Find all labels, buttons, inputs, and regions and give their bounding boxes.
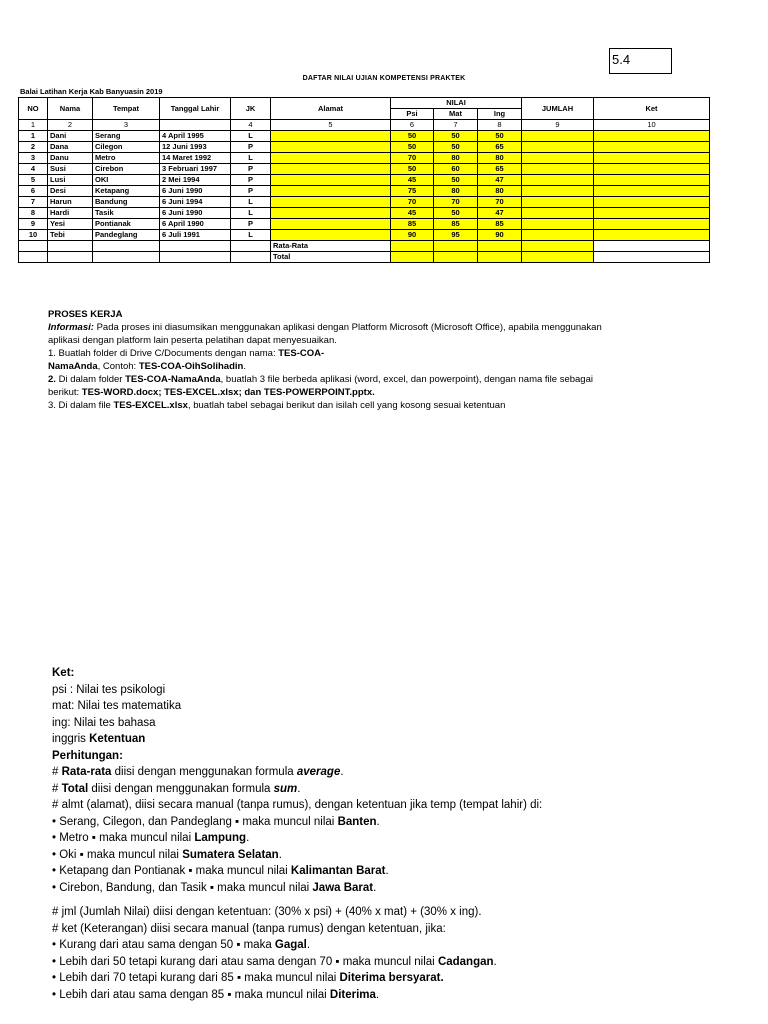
header-nilai: NILAI [391,98,522,109]
empty-cell [19,252,48,263]
cell-nama: Tebi [48,230,93,241]
colnum-cell: 8 [478,120,522,131]
header-psi: Psi [391,109,434,120]
step1-folder: TES-COA- [278,348,325,359]
header-no: NO [19,98,48,120]
proses-heading: PROSES KERJA [48,309,123,320]
colnum-cell: 10 [594,120,710,131]
header-tempat: Tempat [93,98,160,120]
almt-bullet-3: • Oki ▪ maka muncul nilai [52,848,183,861]
table-row [19,219,710,230]
cell-jumlah [522,230,594,241]
step1-folder-name: NamaAnda [48,361,98,372]
empty-cell [160,241,231,252]
empty-cell [231,241,271,252]
summary-psi [391,252,434,263]
cell-ket [594,197,710,208]
step2-berikut: berikut: [48,387,82,398]
cell-alamat [271,186,391,197]
step2-text: Di dalam folder [55,374,126,385]
cell-tanggal-lahir: 6 Juli 1991 [160,230,231,241]
cell-jk: L [231,197,271,208]
colnum-cell: 9 [522,120,594,131]
cell-jk: P [231,175,271,186]
cell-no: 2 [19,142,48,153]
table-body [19,120,710,263]
table-row [19,208,710,219]
cell-ing: 65 [478,142,522,153]
step3-file: TES-EXCEL.xlsx [113,400,188,411]
cell-jk: P [231,219,271,230]
ket-bullet-1: • Kurang dari atau sama dengan 50 ▪ maka [52,939,275,951]
table-row [19,186,710,197]
cell-alamat [271,208,391,219]
cell-tempat: Serang [93,131,160,142]
ket-inggris: inggris [52,733,90,745]
summary-label: Total [271,252,391,263]
cell-jumlah [522,208,594,219]
table-row [19,230,710,241]
cell-tempat: Cilegon [93,142,160,153]
header-jumlah: JUMLAH [522,98,594,120]
total-hash: # [52,782,62,795]
almt-bullet-1: • Serang, Cilegon, dan Pandeglang ▪ maka muncul nilai [52,815,338,828]
cell-ing: 47 [478,175,522,186]
cell-mat: 50 [434,175,478,186]
cell-no: 5 [19,175,48,186]
cell-no: 3 [19,153,48,164]
cell-jk: P [231,142,271,153]
cell-jumlah [522,219,594,230]
empty-cell [231,252,271,263]
colnum-cell: 3 [93,120,160,131]
colnum-cell: 6 [391,120,434,131]
rata-rata-row [19,241,710,252]
almt-value-5: Jawa Barat [312,881,374,894]
informasi-text-2: aplikasi dengan platform lain peserta pelatihan dapat menyesuaikan. [48,335,337,346]
cell-ket [594,219,710,230]
empty-cell [48,241,93,252]
empty-cell [48,252,93,263]
cell-ket [594,153,710,164]
cell-jk: P [231,164,271,175]
almt-rule: # almt (alamat), diisi secara manual (tanpa rumus), dengan ketentuan jika temp (tempat lahir) di: [52,799,543,811]
cell-psi: 75 [391,186,434,197]
cell-jk: L [231,131,271,142]
cell-psi: 45 [391,208,434,219]
colnum-cell [160,120,231,131]
header-tanggal-lahir: Tanggal Lahir [160,98,231,120]
header-mat: Mat [434,109,478,120]
empty-cell [93,241,160,252]
cell-jumlah [522,164,594,175]
almt-bullet-5: • Cirebon, Bandung, dan Tasik ▪ maka muncul nilai [52,881,313,894]
dot: . [375,988,380,1001]
summary-ing [478,252,522,263]
dot: . [493,955,497,968]
ket-bullet-4: • Lebih dari atau sama dengan 85 ▪ maka muncul nilai [52,988,330,1001]
header-nama: Nama [48,98,93,120]
cell-jumlah [522,131,594,142]
table-row [19,175,710,186]
ket-bullet-3: • Lebih dari 70 tetapi kurang dari 85 ▪ maka muncul nilai [52,972,340,984]
dot: . [385,865,389,877]
cell-mat: 70 [434,197,478,208]
cell-tempat: Metro [93,153,160,164]
cell-alamat [271,164,391,175]
colnum-cell: 1 [19,120,48,131]
ket-value-4: Diterima [329,988,376,1001]
summary-mat [434,252,478,263]
step1-end: . [243,361,246,372]
cell-tempat: Ketapang [93,186,160,197]
cell-tempat: Bandung [93,197,160,208]
header-jk: JK [231,98,271,120]
cell-nama: Harun [48,197,93,208]
step3-text: 3. Di dalam file [48,400,114,411]
cell-ket [594,186,710,197]
header-alamat: Alamat [271,98,391,120]
almt-bullet-4: • Ketapang dan Pontianak ▪ maka muncul nilai [52,865,291,877]
ket-ing: ing: Nilai tes bahasa [52,716,156,729]
cell-psi: 45 [391,175,434,186]
cell-nama: Dana [48,142,93,153]
dot: . [376,815,380,828]
cell-ket [594,230,710,241]
cell-ket [594,175,710,186]
cell-ing: 50 [478,131,522,142]
cell-psi: 50 [391,164,434,175]
total-end: . [297,782,301,795]
informasi-text: Pada proses ini diasumsikan menggunakan aplikasi dengan Platform Microsoft (Microsoft Office), apabila menggunakan [93,322,602,333]
cell-jumlah [522,186,594,197]
cell-tempat: Cirebon [93,164,160,175]
rata-label: Rata-rata [61,766,112,778]
cell-mat: 50 [434,208,478,219]
step2-folder: TES-COA-NamaAnda [125,374,221,385]
cell-ket [594,142,710,153]
page-number-box: 5.4 [609,48,672,74]
cell-tanggal-lahir: 6 Juni 1994 [160,197,231,208]
empty-cell [594,241,710,252]
column-number-row [19,120,710,131]
summary-mat [434,241,478,252]
cell-ket [594,208,710,219]
cell-nama: Lusi [48,175,93,186]
cell-ing: 47 [478,208,522,219]
summary-jumlah [522,252,594,263]
rata-end: . [340,766,344,778]
cell-alamat [271,142,391,153]
step1-text: 1. Buatlah folder di Drive C/Documents dengan nama: [48,348,279,359]
cell-tanggal-lahir: 3 Februari 1997 [160,164,231,175]
header-ing: Ing [478,109,522,120]
colnum-cell: 5 [271,120,391,131]
cell-psi: 90 [391,230,434,241]
almt-value-4: Kalimantan Barat [290,865,386,877]
summary-jumlah [522,241,594,252]
total-row [19,252,710,263]
cell-ing: 85 [478,219,522,230]
cell-alamat [271,197,391,208]
ket-bullet-2: • Lebih dari 50 tetapi kurang dari atau sama dengan 70 ▪ maka muncul nilai [52,955,438,968]
cell-tempat: Pontianak [93,219,160,230]
cell-tempat: OKI [93,175,160,186]
total-formula: sum [273,782,298,795]
cell-no: 7 [19,197,48,208]
step2-number: 2. [48,374,56,385]
rata-formula: average [296,766,341,778]
cell-psi: 50 [391,142,434,153]
ket-psi: psi : Nilai tes psikologi [52,683,166,696]
cell-tanggal-lahir: 4 April 1995 [160,131,231,142]
cell-tanggal-lahir: 6 Juni 1990 [160,186,231,197]
empty-cell [93,252,160,263]
ket-value-1: Gagal [274,939,307,951]
summary-psi [391,241,434,252]
cell-psi: 70 [391,197,434,208]
cell-psi: 70 [391,153,434,164]
ket-mat: mat: Nilai tes matematika [52,700,182,712]
cell-nama: Yesi [48,219,93,230]
cell-ket [594,131,710,142]
ket-value-2: Cadangan [437,955,494,968]
cell-psi: 50 [391,131,434,142]
score-table [18,97,710,263]
step1-example: TES-COA-OihSolihadin [138,361,244,372]
cell-ing: 70 [478,197,522,208]
cell-tanggal-lahir: 12 Juni 1993 [160,142,231,153]
cell-ing: 80 [478,186,522,197]
cell-nama: Desi [48,186,93,197]
ketentuan-heading: Ketentuan [89,733,146,745]
cell-nama: Dani [48,131,93,142]
cell-tempat: Tasik [93,208,160,219]
cell-nama: Susi [48,164,93,175]
cell-mat: 50 [434,131,478,142]
cell-alamat [271,131,391,142]
cell-no: 1 [19,131,48,142]
cell-alamat [271,153,391,164]
cell-alamat [271,230,391,241]
cell-tanggal-lahir: 6 Juni 1990 [160,208,231,219]
cell-mat: 60 [434,164,478,175]
table-row [19,164,710,175]
table-row [19,153,710,164]
table-row [19,197,710,208]
ket-value-3: Diterima bersyarat. [339,972,444,984]
cell-tanggal-lahir: 6 April 1990 [160,219,231,230]
cell-no: 10 [19,230,48,241]
cell-mat: 80 [434,153,478,164]
colnum-cell: 4 [231,120,271,131]
cell-no: 8 [19,208,48,219]
cell-no: 9 [19,219,48,230]
cell-nama: Danu [48,153,93,164]
proses-kerja-section [48,308,688,412]
colnum-cell: 7 [434,120,478,131]
rata-text: diisi dengan menggunakan formula [111,766,297,778]
informasi-label: Informasi: [48,322,94,333]
cell-mat: 95 [434,230,478,241]
dot: . [246,832,250,844]
cell-jumlah [522,175,594,186]
cell-jk: L [231,208,271,219]
total-text: diisi dengan menggunakan formula [88,782,274,795]
organization-label: Balai Latihan Kerja Kab Banyuasin 2019 [20,87,163,96]
ket-heading: Ket: [52,667,75,679]
step2-text-2: , buatlah 3 file berbeda aplikasi (word, excel, dan powerpoint), dengan nama file sebagai [220,374,593,385]
almt-value-2: Lampung [194,832,247,844]
ket-section [52,665,692,1003]
cell-tanggal-lahir: 2 Mei 1994 [160,175,231,186]
table-row [19,142,710,153]
summary-label: Rata-Rata [271,241,391,252]
cell-psi: 85 [391,219,434,230]
summary-ing [478,241,522,252]
empty-cell [594,252,710,263]
step3-text-2: , buatlah tabel sebagai berikut dan isilah cell yang kosong sesuai ketentuan [187,400,506,411]
cell-tanggal-lahir: 14 Maret 1992 [160,153,231,164]
dot: . [373,881,377,894]
ket-rule: # ket (Keterangan) diisi secara manual (tanpa rumus) dengan ketentuan, jika: [52,922,446,935]
total-label: Total [61,782,89,795]
perhitungan-heading: Perhitungan: [52,749,123,762]
cell-tempat: Pandeglang [93,230,160,241]
cell-jumlah [522,197,594,208]
cell-nama: Hardi [48,208,93,219]
almt-value-3: Sumatera Selatan [182,848,279,861]
cell-jk: L [231,153,271,164]
almt-value-1: Banten [337,815,377,828]
cell-mat: 85 [434,219,478,230]
colnum-cell: 2 [48,120,93,131]
document-title: DAFTAR NILAI UJIAN KOMPETENSI PRAKTEK [302,75,466,82]
empty-cell [19,241,48,252]
dot: . [278,848,282,861]
cell-jk: P [231,186,271,197]
almt-bullet-2: • Metro ▪ maka muncul nilai [52,832,195,844]
cell-no: 6 [19,186,48,197]
cell-ket [594,164,710,175]
cell-jumlah [522,142,594,153]
cell-mat: 50 [434,142,478,153]
cell-jumlah [522,153,594,164]
header-ket: Ket [594,98,710,120]
cell-alamat [271,175,391,186]
cell-ing: 80 [478,153,522,164]
cell-no: 4 [19,164,48,175]
jml-rule: # jml (Jumlah Nilai) diisi dengan ketentuan: (30% x psi) + (40% x mat) + (30% x ing). [52,906,482,918]
empty-cell [160,252,231,263]
table-row [19,131,710,142]
cell-mat: 80 [434,186,478,197]
step1-contoh: , Contoh: [97,361,139,372]
dot: . [306,939,311,951]
step2-files: TES-WORD.docx; TES-EXCEL.xlsx; dan TES-POWERPOINT.pptx. [81,387,375,398]
rata-hash: # [52,766,62,778]
cell-jk: L [231,230,271,241]
cell-ing: 65 [478,164,522,175]
cell-ing: 90 [478,230,522,241]
cell-alamat [271,219,391,230]
